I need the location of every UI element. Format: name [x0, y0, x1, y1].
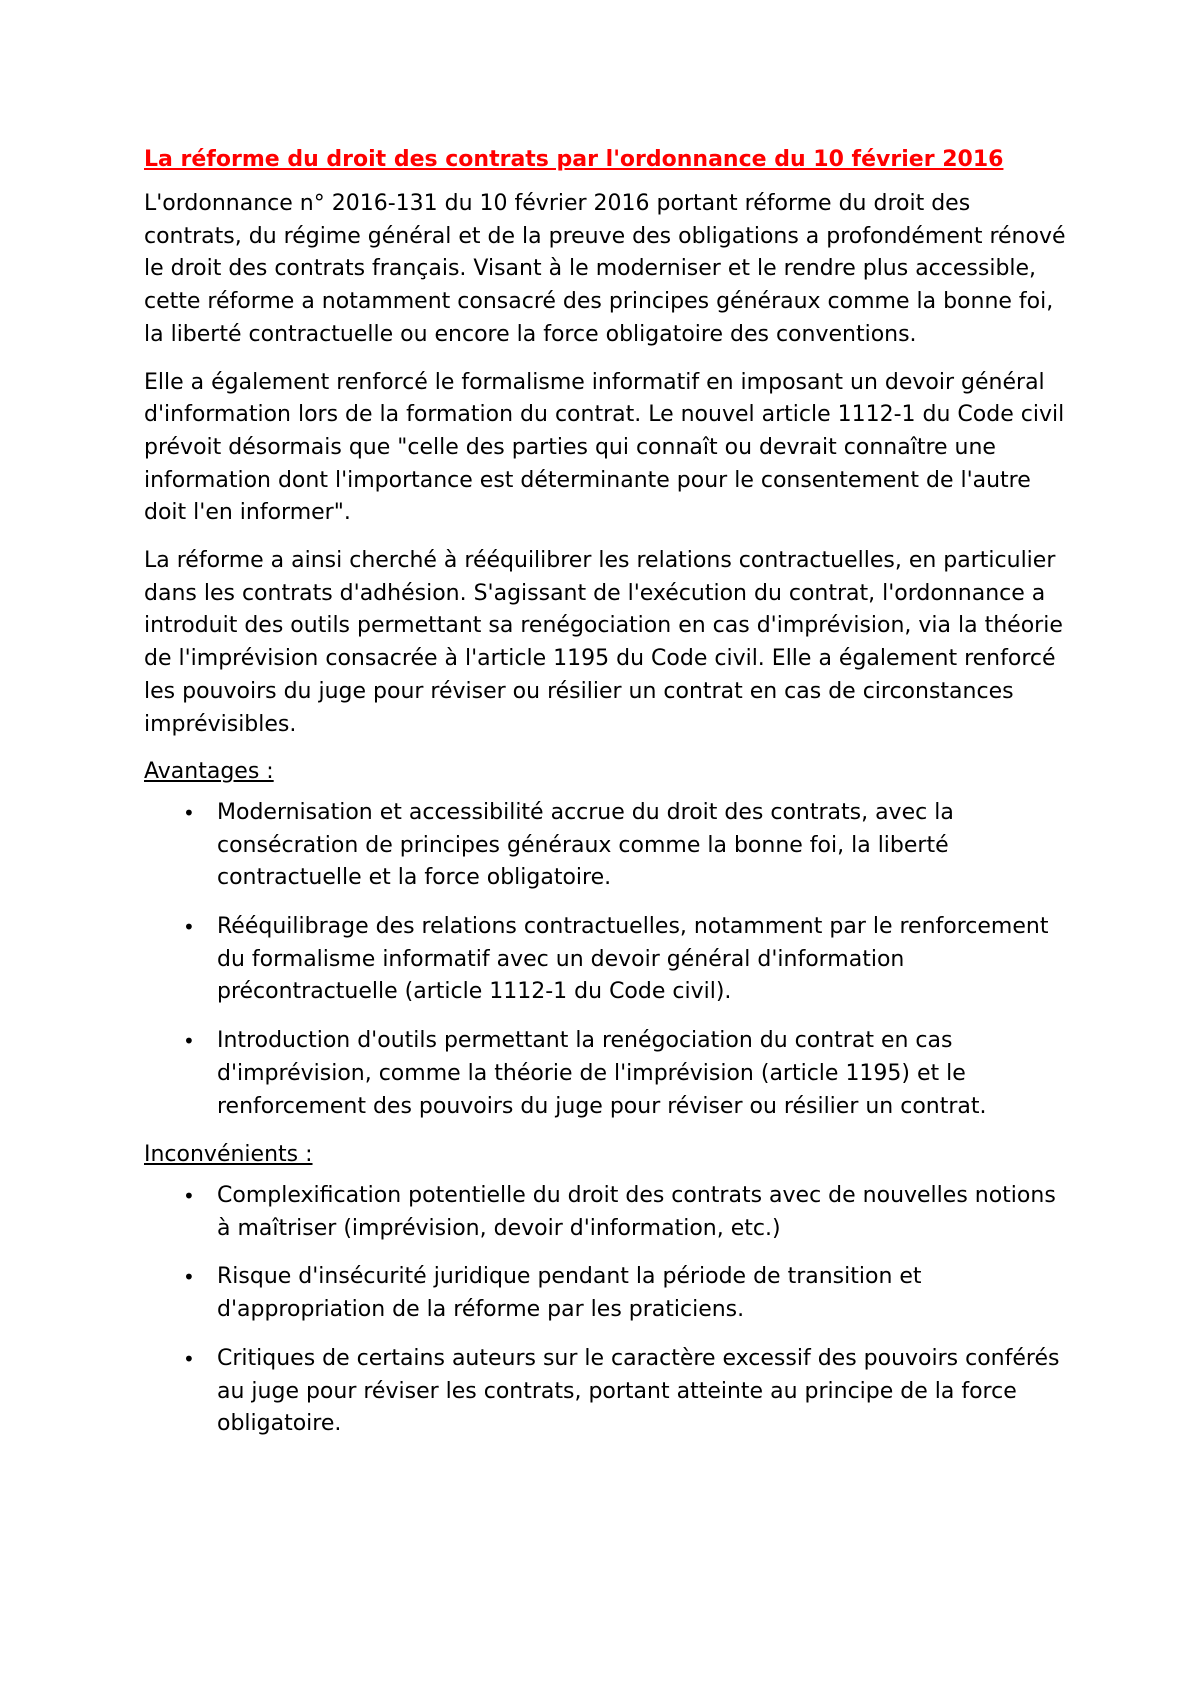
- advantages-heading: Avantages :: [144, 759, 274, 785]
- list-item-text: Modernisation et accessibilité accrue du droit des contrats, avec la consécration de principes généraux comme la bonne foi, la liberté contractuelle et la force obligatoire.: [217, 799, 954, 891]
- list-item-text: Rééquilibrage des relations contractuelles, notamment par le renforcement du formalisme informatif avec un devoir général d'information précontractuelle (article 1112-1 du Code civil).: [217, 914, 1049, 1005]
- paragraph-intro: L'ordonnance n° 2016-131 du 10 février 2016 portant réforme du droit des contrats, du régime général et de la preuve des obligations a profondément rénové le droit des contrats français. Visant à le moderniser et le rendre plus accessible, cette réforme a notamment consacré des principes généraux comme la bonne foi, la liberté contractuelle ou encore la force obligatoire des conventions.: [144, 191, 1066, 347]
- list-item-text: Introduction d'outils permettant la renégociation du contrat en cas d'imprévision, comme la théorie de l'imprévision (article 1195) et le renforcement des pouvoirs du juge pour réviser ou résilier un contrat.: [217, 1028, 987, 1119]
- disadvantages-heading: Inconvénients :: [144, 1142, 313, 1168]
- list-item-text: Critiques de certains auteurs sur le caractère excessif des pouvoirs conférés au juge pour réviser les contrats, portant atteinte au principe de la force obligatoire.: [217, 1345, 1060, 1437]
- advantages-list: [144, 797, 1074, 1123]
- document-page: [144, 143, 1074, 1457]
- list-item: [144, 1343, 1074, 1441]
- disadvantages-list: [144, 1180, 1074, 1441]
- paragraph-rebalancing: La réforme a ainsi cherché à rééquilibrer les relations contractuelles, en particulier dans les contrats d'adhésion. S'agissant de l'exécution du contrat, l'ordonnance a introduit des outils permettant sa renégociation en cas d'imprévision, via la théorie de l'imprévision consacrée à l'article 1195 du Code civil. Elle a également renforcé les pouvoirs du juge pour réviser ou résilier un contrat en cas de circonstances imprévisibles.: [144, 548, 1063, 737]
- document-title: La réforme du droit des contrats par l'ordonnance du 10 février 2016: [144, 147, 1004, 172]
- bullet-icon: •: [183, 915, 195, 940]
- bullet-icon: •: [183, 1265, 195, 1290]
- bullet-icon: •: [183, 1346, 195, 1371]
- bullet-icon: •: [183, 800, 195, 825]
- list-item-text: Risque d'insécurité juridique pendant la période de transition et d'appropriation de la réforme par les praticiens.: [217, 1264, 922, 1323]
- list-item: [144, 911, 1074, 1009]
- list-item: [144, 1261, 1074, 1326]
- paragraph-information-duty: Elle a également renforcé le formalisme informatif en imposant un devoir général d'information lors de la formation du contrat. Le nouvel article 1112-1 du Code civil prévoit désormais que "celle des parties qui connaît ou devrait connaître une information dont l'importance est déterminante pour le consentement de l'autre doit l'en informer".: [144, 369, 1065, 526]
- list-item-text: Complexification potentielle du droit des contrats avec de nouvelles notions à maîtriser (imprévision, devoir d'information, etc.): [217, 1182, 1056, 1241]
- list-item: [144, 1025, 1074, 1123]
- list-item: [144, 797, 1074, 895]
- bullet-icon: •: [183, 1029, 195, 1054]
- bullet-icon: •: [183, 1183, 195, 1208]
- list-item: [144, 1180, 1074, 1245]
